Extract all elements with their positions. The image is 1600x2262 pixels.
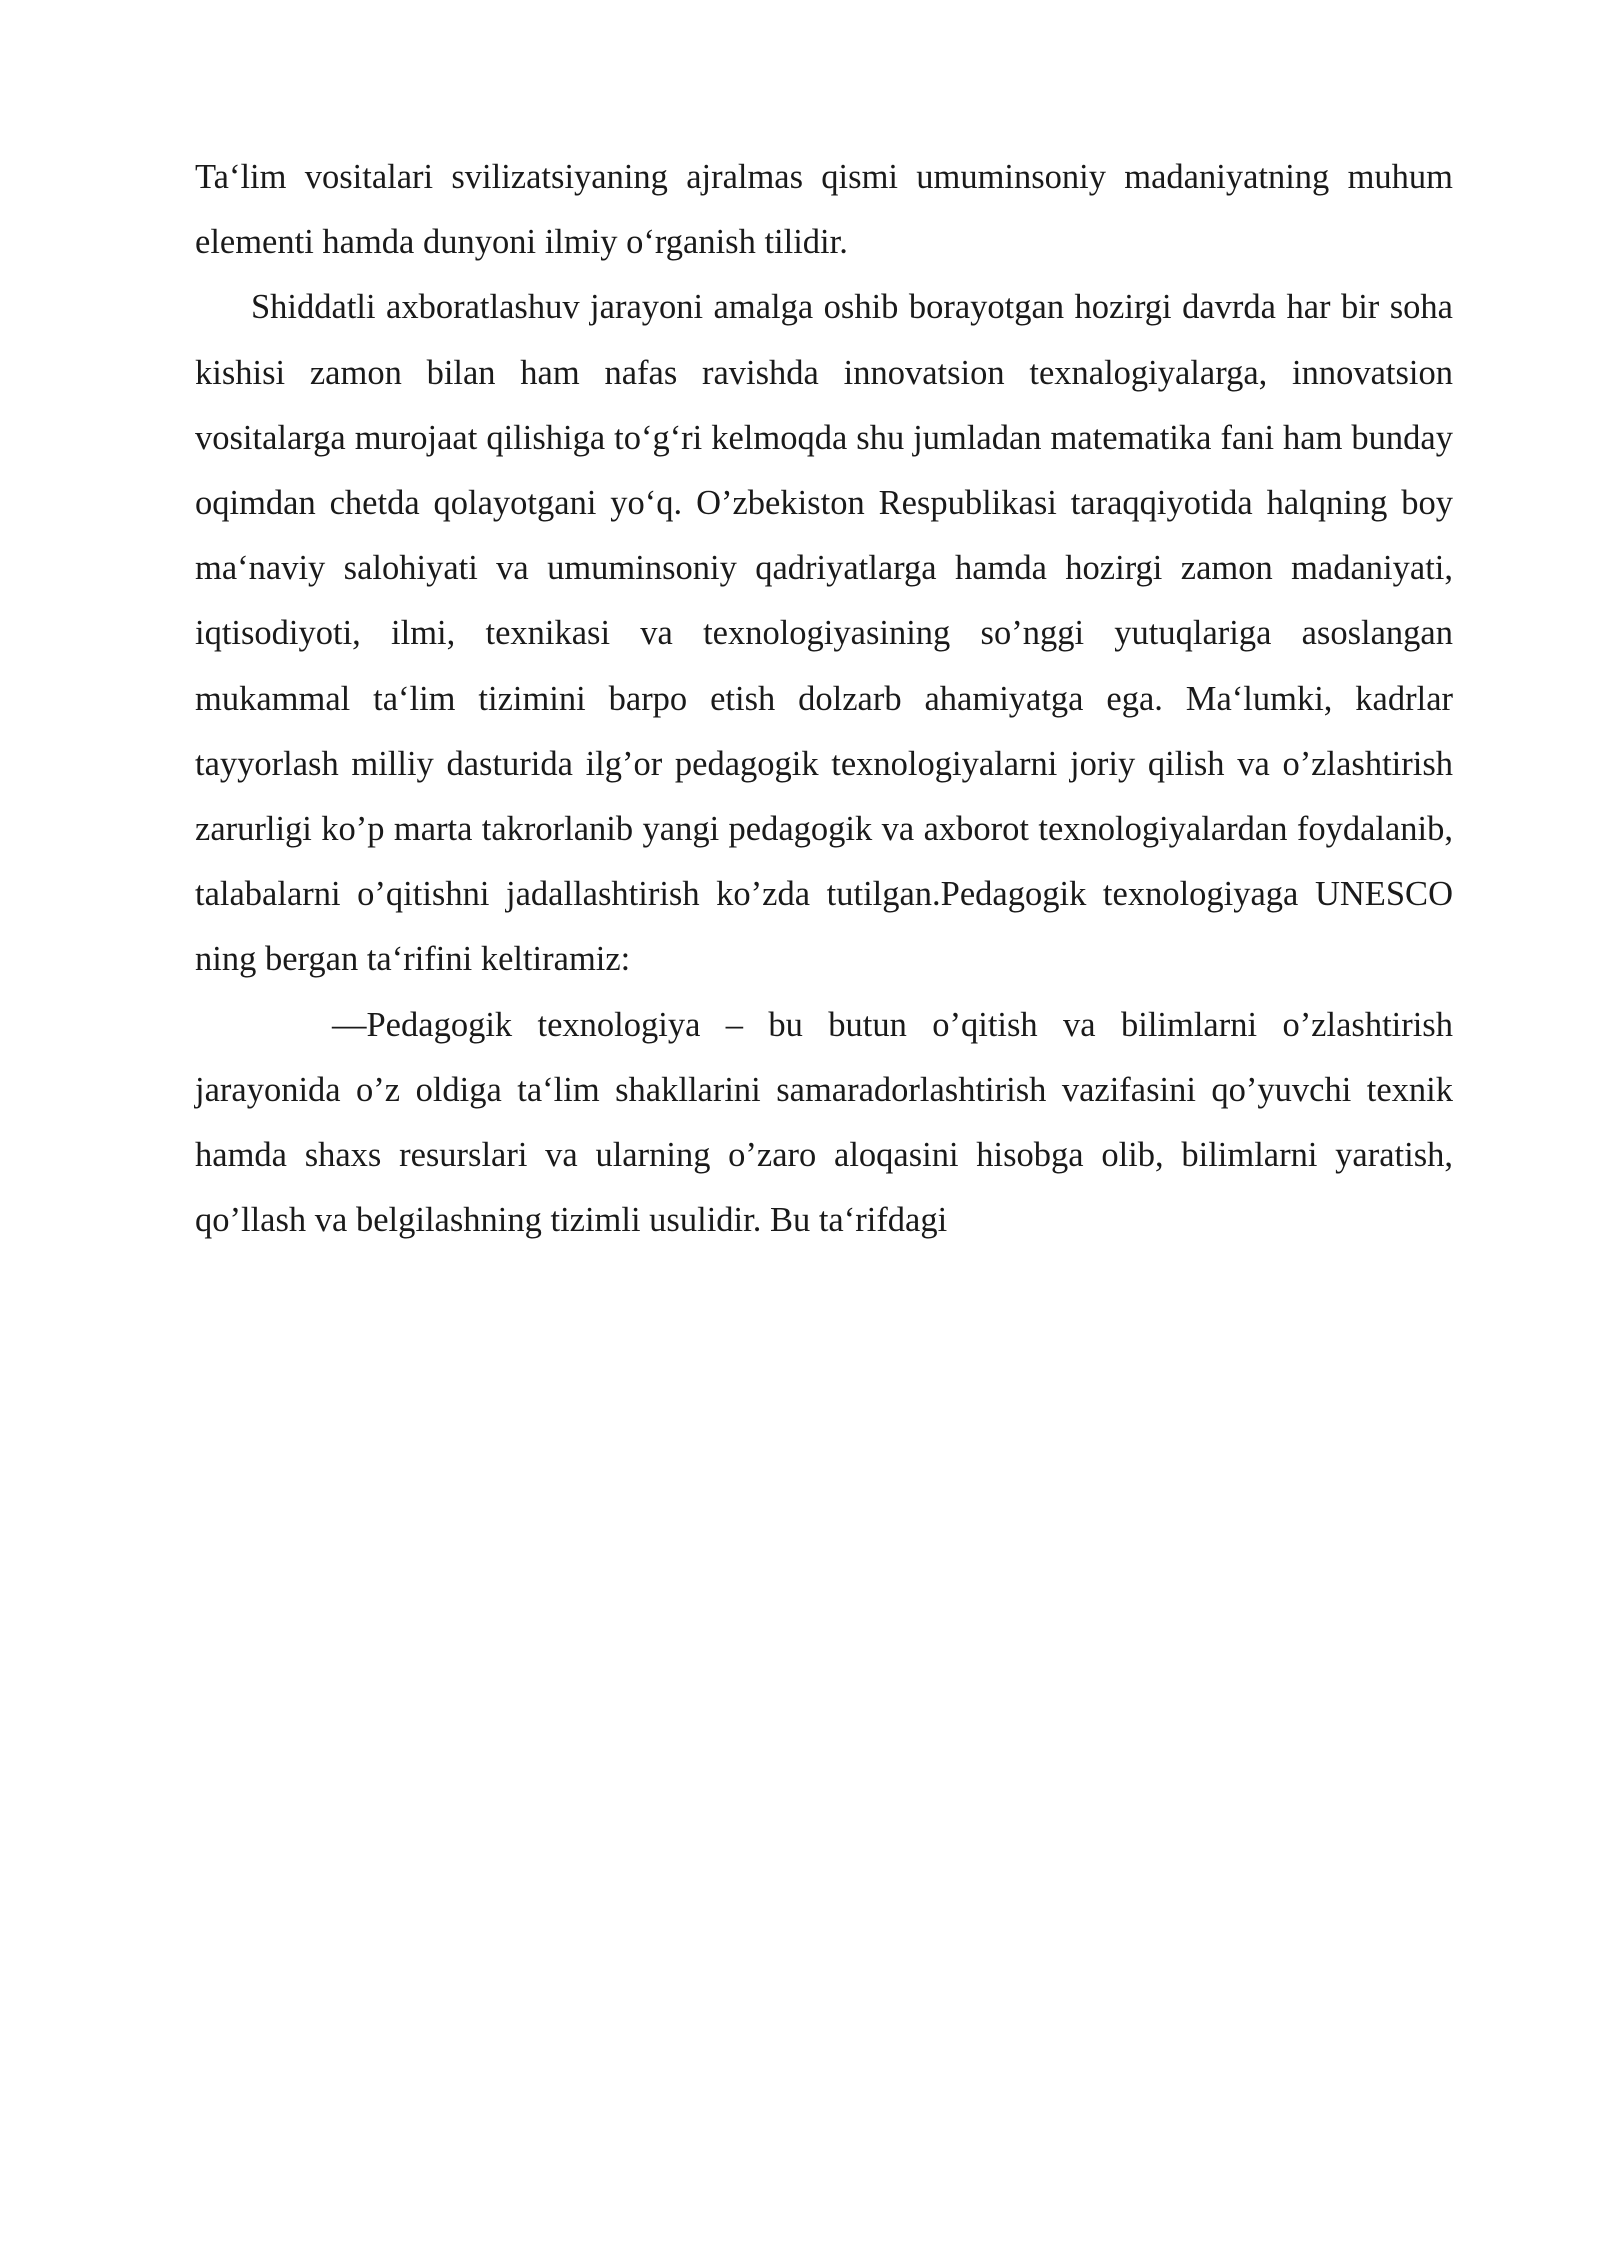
paragraph-3: —Pedagogik texnologiya – bu butun o’qitish va bilimlarni o’zlashtirish jarayonida o’z oldiga ta‘lim shakllarini samaradorlashtirish vazifasini qo’yuvchi texnik hamda shaxs resurslari va ularning o’zaro aloqasini hisobga olib, bilimlarni yaratish, qo’llash va belgilashning tizimli usulidir. Bu ta‘rifdagi bbox=[195, 1005, 1453, 1240]
paragraph-1: Ta‘lim vositalari svilizatsiyaning ajralmas qismi umuminsoniy madaniyatning muhum elementi hamda dunyoni ilmiy o‘rganish tilidir. bbox=[195, 158, 1453, 262]
paragraph-2: Shiddatli axboratlashuv jarayoni amalga oshib borayotgan hozirgi davrda har bir soha kishisi zamon bilan ham nafas ravishda innovatsion texnalogiyalarga, innovatsion vositalarga murojaat qilishiga to‘g‘ri kelmoqda shu jumladan matematika fani ham bunday oqimdan chetda qolayotgani yo‘q. O’zbekiston Respublikasi taraqqiyotida halqning boy ma‘naviy salohiyati va umuminsoniy qadriyatlarga hamda hozirgi zamon madaniyati, iqtisodiyoti, ilmi, texnikasi va texnologiyasining so’nggi yutuqlariga asoslangan mukammal ta‘lim tizimini barpo etish dolzarb ahamiyatga ega. Ma‘lumki, kadrlar tayyorlash milliy dasturida ilg’or pedagogik texnologiyalarni joriy qilish va o’zlashtirish zarurligi ko’p marta takrorlanib yangi pedagogik va axborot texnologiyalardan foydalanib, talabalarni o’qitishni jadallashtirish ko’zda tutilgan.Pedagogik texnologiyaga UNESCO ning bergan ta‘rifini keltiramiz: bbox=[195, 288, 1453, 979]
document-body bbox=[195, 145, 1453, 1253]
